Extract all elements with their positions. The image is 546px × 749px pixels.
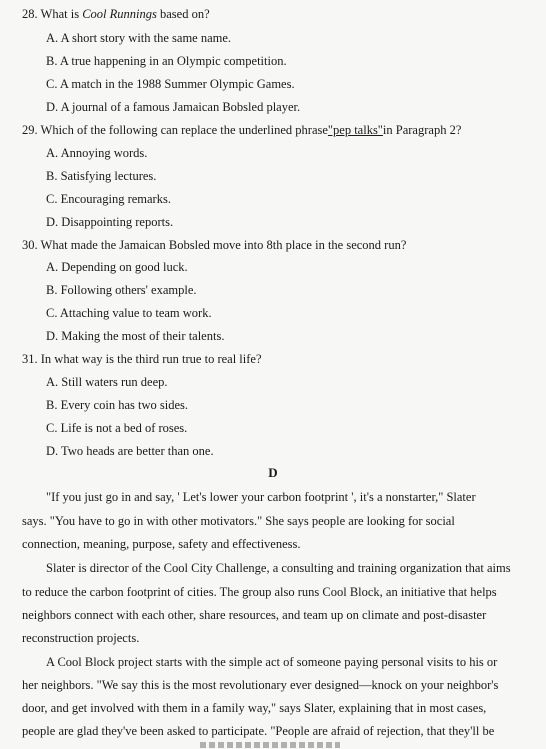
q30-option-d: D. Making the most of their talents. — [46, 329, 225, 343]
question-29-stem — [22, 122, 461, 138]
passage-line: door, and get involved with them in a family way," says Slater, explaining that in most cases, — [22, 701, 487, 715]
q30-option-b: B. Following others' example. — [46, 283, 197, 297]
q31-option-a: A. Still waters run deep. — [46, 375, 168, 389]
question-30-stem: 30. What made the Jamaican Bobsled move into 8th place in the second run? — [22, 238, 407, 252]
q28-film-title: Cool Runnings — [82, 7, 157, 21]
passage-line: A Cool Block project starts with the simple act of someone paying personal visits to his or — [46, 655, 498, 669]
q29-option-a: A. Annoying words. — [46, 146, 148, 160]
question-31-stem: 31. In what way is the third run true to real life? — [22, 352, 262, 366]
q29-option-b: B. Satisfying lectures. — [46, 169, 157, 183]
question-28-stem — [22, 6, 210, 22]
q31-option-c: C. Life is not a bed of roses. — [46, 421, 188, 435]
passage-line: says. "You have to go in with other motivators." She says people are looking for social — [22, 514, 455, 528]
passage-line: neighbors connect with each other, share resources, and team up on climate and post-disaster — [22, 608, 487, 622]
q28-option-c: C. A match in the 1988 Summer Olympic Games. — [46, 77, 295, 91]
q30-option-c: C. Attaching value to team work. — [46, 306, 212, 320]
q31-option-d: D. Two heads are better than one. — [46, 444, 214, 458]
passage-line: "If you just go in and say, ' Let's lower your carbon footprint ', it's a nonstarter," Slater — [46, 490, 476, 504]
q28-option-b: B. A true happening in an Olympic competition. — [46, 54, 287, 68]
q30-option-a: A. Depending on good luck. — [46, 260, 188, 274]
passage-line: people are glad they've been asked to participate. "People are afraid of rejection, that they'll be — [22, 724, 495, 738]
section-heading: D — [268, 465, 278, 480]
passage-line: to reduce the carbon footprint of cities. The group also runs Cool Block, an initiative that helps — [22, 585, 497, 599]
q31-option-b: B. Every coin has two sides. — [46, 398, 188, 412]
q29-option-c: C. Encouraging remarks. — [46, 192, 171, 206]
page-footer-smudge — [200, 742, 340, 748]
passage-line: reconstruction projects. — [22, 631, 140, 645]
q29-stem-text: 29. Which of the following can replace the underlined phrase — [22, 123, 328, 137]
passage-line: connection, meaning, purpose, safety and effectiveness. — [22, 537, 301, 551]
q28-option-d: D. A journal of a famous Jamaican Bobsled player. — [46, 100, 301, 114]
q29-underlined-phrase: "pep talks" — [327, 123, 383, 137]
q29-stem-end: in Paragraph 2? — [382, 123, 462, 137]
passage-line: her neighbors. "We say this is the most revolutionary ever designed—knock on your neighbor's — [22, 678, 499, 692]
q29-option-d: D. Disappointing reports. — [46, 215, 174, 229]
q28-stem-text: 28. What is — [22, 7, 83, 21]
passage-line: Slater is director of the Cool City Challenge, a consulting and training organization that aims — [46, 561, 511, 575]
q28-option-a: A. A short story with the same name. — [46, 31, 232, 45]
q28-stem-end: based on? — [156, 7, 210, 21]
